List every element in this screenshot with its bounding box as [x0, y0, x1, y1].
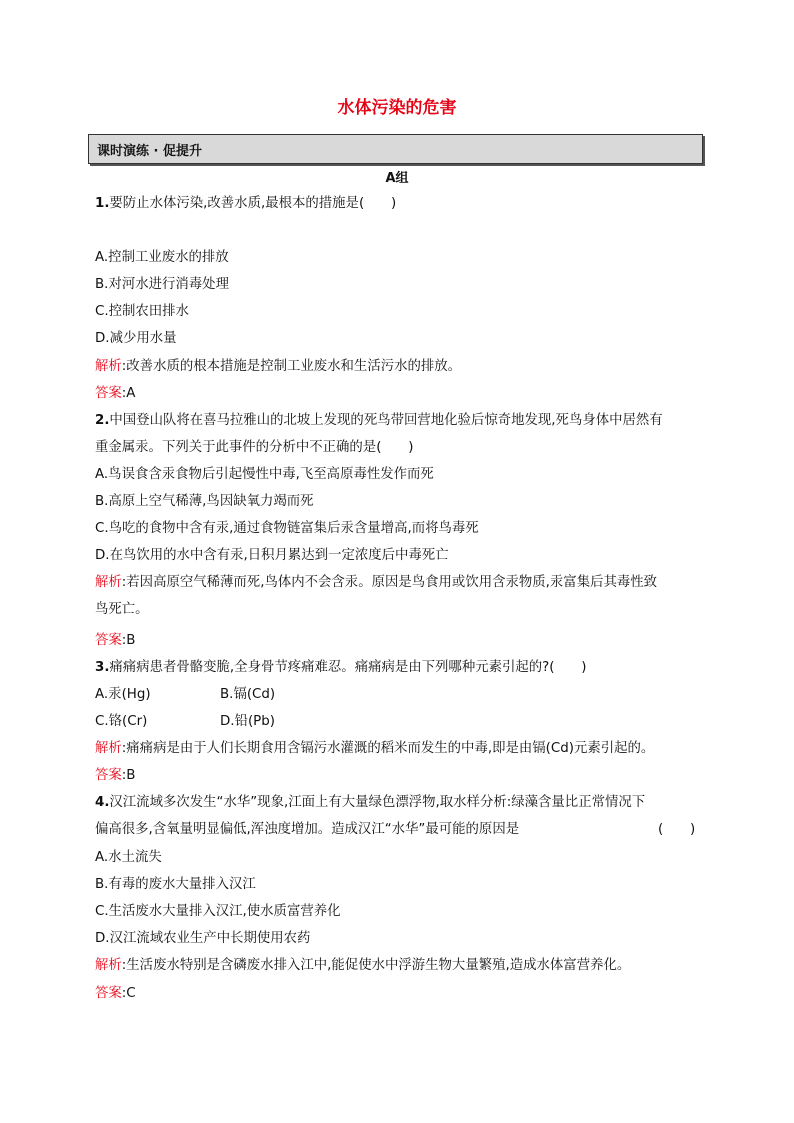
answer-label: 答案 — [95, 386, 122, 401]
question-4-option-b: B.有毒的废水大量排入汉江 — [95, 877, 256, 892]
question-2-analysis-line-1 — [95, 573, 657, 593]
question-3-text: 痛痛病患者骨骼变脆,全身骨节疼痛难忍。痛痛病是由下列哪种元素引起的?( ) — [109, 660, 587, 675]
question-4-answer-text: :C — [121, 986, 136, 1001]
question-2-analysis-line-2: 鸟死亡。 — [95, 602, 149, 617]
question-3-option-b: B.镉(Cd) — [220, 687, 276, 702]
question-2-text-1: 中国登山队将在喜马拉雅山的北坡上发现的死鸟带回营地化验后惊奇地发现,死鸟身体中居然有 — [109, 413, 663, 428]
answer-label: 答案 — [95, 633, 122, 648]
question-4-option-c: C.生活废水大量排入汉江,使水质富营养化 — [95, 904, 341, 919]
question-3-option-c: C.铬(Cr) — [95, 714, 148, 729]
question-1-analysis-text: :改善水质的根本措施是控制工业废水和生活污水的排放。 — [121, 359, 462, 374]
question-4-option-a: A.水土流失 — [95, 850, 162, 865]
question-1-text: 要防止水体污染,改善水质,最根本的措施是( ) — [109, 196, 397, 211]
question-4-stem-line-2: 偏高很多,含氧量明显偏低,浑浊度增加。造成汉江“水华”最可能的原因是 — [95, 822, 520, 837]
question-3-analysis — [95, 739, 654, 759]
answer-label: 答案 — [95, 768, 122, 783]
question-4-answer-bracket: ( ) — [658, 822, 696, 837]
question-2-number: 2. — [95, 413, 110, 428]
question-3-answer — [95, 766, 135, 786]
question-3-number: 3. — [95, 660, 110, 675]
question-2-stem-line-1 — [95, 411, 663, 431]
question-2-stem-line-2: 重金属汞。下列关于此事件的分析中不正确的是( ) — [95, 440, 414, 455]
section-header-bar — [88, 134, 703, 164]
question-4-option-d: D.汉江流域农业生产中长期使用农药 — [95, 931, 311, 946]
analysis-label: 解析 — [95, 359, 122, 374]
question-1-option-a: A.控制工业废水的排放 — [95, 250, 229, 265]
question-1-answer-text: :A — [121, 386, 136, 401]
group-label: A组 — [385, 171, 409, 186]
question-1-option-d: D.减少用水量 — [95, 331, 177, 346]
page-title: 水体污染的危害 — [337, 98, 457, 118]
question-4-number: 4. — [95, 795, 110, 810]
question-3-option-d: D.铅(Pb) — [220, 714, 275, 729]
question-2-option-b: B.高原上空气稀薄,鸟因缺氧力竭而死 — [95, 494, 314, 509]
question-4-answer — [95, 984, 136, 1004]
question-2-option-d: D.在鸟饮用的水中含有汞,日积月累达到一定浓度后中毒死亡 — [95, 548, 449, 563]
question-3-stem — [95, 658, 587, 678]
question-4-analysis-text: :生活废水特别是含磷废水排入江中,能促使水中浮游生物大量繁殖,造成水体富营养化。 — [121, 958, 631, 973]
analysis-label: 解析 — [95, 958, 122, 973]
question-1-answer — [95, 384, 135, 404]
question-2-option-a: A.鸟误食含汞食物后引起慢性中毒,飞至高原毒性发作而死 — [95, 467, 434, 482]
question-1-stem — [95, 194, 396, 214]
question-2-option-c: C.鸟吃的食物中含有汞,通过食物链富集后汞含量增高,而将鸟毒死 — [95, 521, 479, 536]
question-3-answer-text: :B — [121, 768, 136, 783]
question-1-option-c: C.控制农田排水 — [95, 304, 189, 319]
question-3-option-a: A.汞(Hg) — [95, 687, 151, 702]
analysis-label: 解析 — [95, 575, 122, 590]
question-1-option-b: B.对河水进行消毒处理 — [95, 277, 229, 292]
question-4-analysis — [95, 956, 630, 976]
question-1-analysis — [95, 357, 461, 377]
section-header-label: 课时演练 · 促提升 — [97, 144, 202, 159]
analysis-label: 解析 — [95, 741, 122, 756]
question-1-number: 1. — [95, 196, 110, 211]
answer-label: 答案 — [95, 986, 122, 1001]
question-4-stem-line-1 — [95, 793, 645, 813]
question-2-analysis-text-1: :若因高原空气稀薄而死,鸟体内不会含汞。原因是鸟食用或饮用含汞物质,汞富集后其毒性致 — [121, 575, 658, 590]
question-2-answer — [95, 631, 135, 651]
question-3-analysis-text: :痛痛病是由于人们长期食用含镉污水灌溉的稻米而发生的中毒,即是由镉(Cd)元素引起的。 — [121, 741, 655, 756]
question-2-answer-text: :B — [121, 633, 136, 648]
question-4-text-1: 汉江流域多次发生“水华”现象,江面上有大量绿色漂浮物,取水样分析:绿藻含量比正常情况下 — [109, 795, 646, 810]
